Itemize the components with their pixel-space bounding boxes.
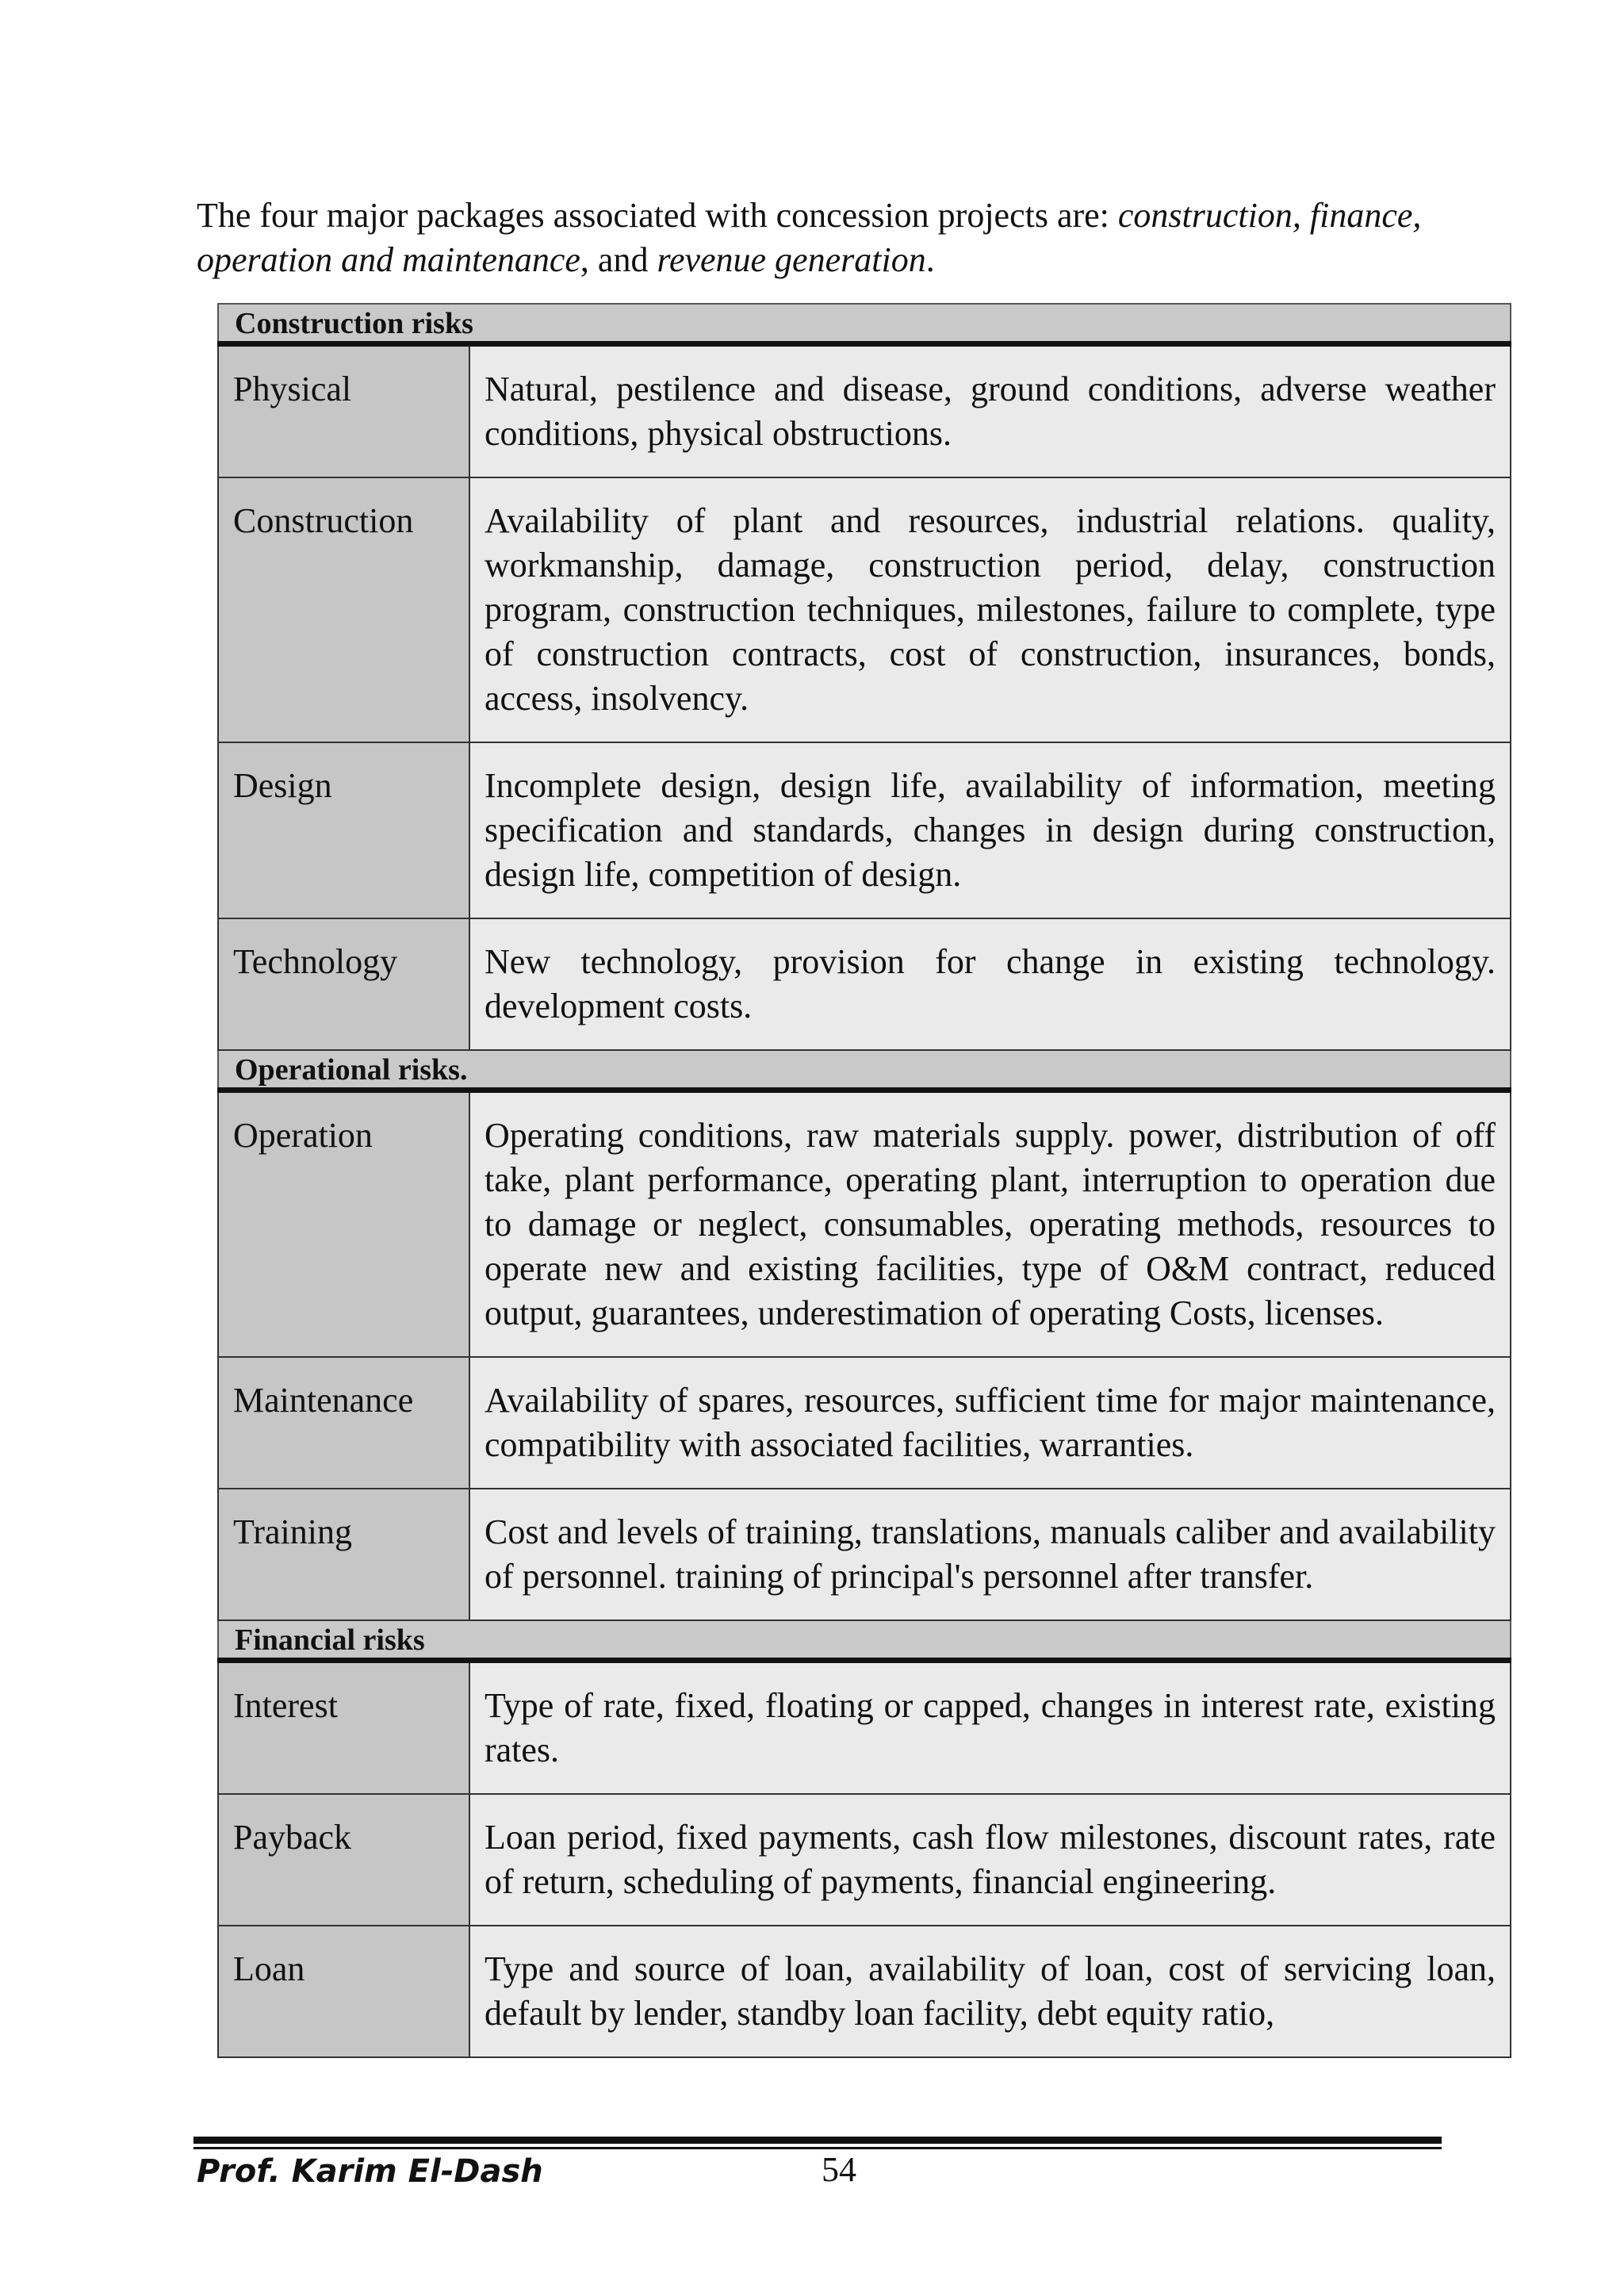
risk-description: New technology, provision for change in existing technology. development costs. — [469, 918, 1511, 1050]
intro-italic-packages: construction, finance, operation and maintenance — [197, 196, 1422, 279]
section-title: Construction risks — [218, 304, 1511, 344]
intro-text-before: The four major packages associated with concession projects are: — [197, 196, 1118, 235]
risk-description: Incomplete design, design life, availability of information, meeting specification and standards, changes in design during construction, design life, competition of design. — [469, 742, 1511, 918]
risk-label: Technology — [218, 918, 469, 1050]
risk-label: Loan — [218, 1926, 469, 2057]
intro-italic-revenue: revenue generation — [657, 240, 926, 279]
section-header-row — [218, 1620, 1511, 1661]
risk-description: Type of rate, fixed, floating or capped, changes in interest rate, existing rates. — [469, 1661, 1511, 1795]
risk-row — [218, 1661, 1511, 1795]
intro-text-middle: , and — [580, 240, 657, 279]
risk-row — [218, 1357, 1511, 1489]
risk-row — [218, 1091, 1511, 1358]
page-number: 54 — [822, 2150, 856, 2189]
risk-row — [218, 918, 1511, 1050]
risk-row — [218, 344, 1511, 478]
risk-description: Type and source of loan, availability of loan, cost of servicing loan, default by lender, standby loan facility, debt equity ratio, — [469, 1926, 1511, 2057]
risk-description: Operating conditions, raw materials supply. power, distribution of off take, plant performance, operating plant, interruption to operation due to damage or neglect, consumables, operating methods, resources to operate new and existing facilities, type of O&M contract, reduced output, guarantees, underestimation of operating Costs, licenses. — [469, 1091, 1511, 1358]
footer-rule — [193, 2137, 1442, 2144]
risk-label: Design — [218, 742, 469, 918]
risk-description: Loan period, fixed payments, cash flow milestones, discount rates, rate of return, scheduling of payments, financial engineering. — [469, 1794, 1511, 1926]
risk-label: Operation — [218, 1091, 469, 1358]
risk-label: Training — [218, 1489, 469, 1620]
risk-table — [217, 303, 1511, 2058]
risk-row — [218, 477, 1511, 742]
footer-author: Prof. Karim El-Dash — [197, 2153, 543, 2190]
risk-label: Maintenance — [218, 1357, 469, 1489]
risk-row — [218, 1489, 1511, 1620]
risk-label: Physical — [218, 344, 469, 478]
section-header-row — [218, 304, 1511, 344]
risk-row — [218, 1794, 1511, 1926]
risk-label: Construction — [218, 477, 469, 742]
risk-description: Availability of spares, resources, sufficient time for major maintenance, compatibility with associated facilities, warranties. — [469, 1357, 1511, 1489]
intro-text-end: . — [925, 240, 935, 279]
risk-description: Availability of plant and resources, industrial relations. quality, workmanship, damage, construction period, delay, construction program, construction techniques, milestones, failure to complete, type of construction contracts, cost of construction, insurances, bonds, access, insolvency. — [469, 477, 1511, 742]
section-title: Financial risks — [218, 1620, 1511, 1661]
risk-description: Cost and levels of training, translations, manuals caliber and availability of personnel. training of principal's personnel after transfer. — [469, 1489, 1511, 1620]
section-title: Operational risks. — [218, 1050, 1511, 1091]
risk-row — [218, 742, 1511, 918]
section-header-row — [218, 1050, 1511, 1091]
intro-paragraph — [197, 194, 1442, 282]
risk-row — [218, 1926, 1511, 2057]
risk-label: Interest — [218, 1661, 469, 1795]
risk-label: Payback — [218, 1794, 469, 1926]
risk-description: Natural, pestilence and disease, ground conditions, adverse weather conditions, physical obstructions. — [469, 344, 1511, 478]
